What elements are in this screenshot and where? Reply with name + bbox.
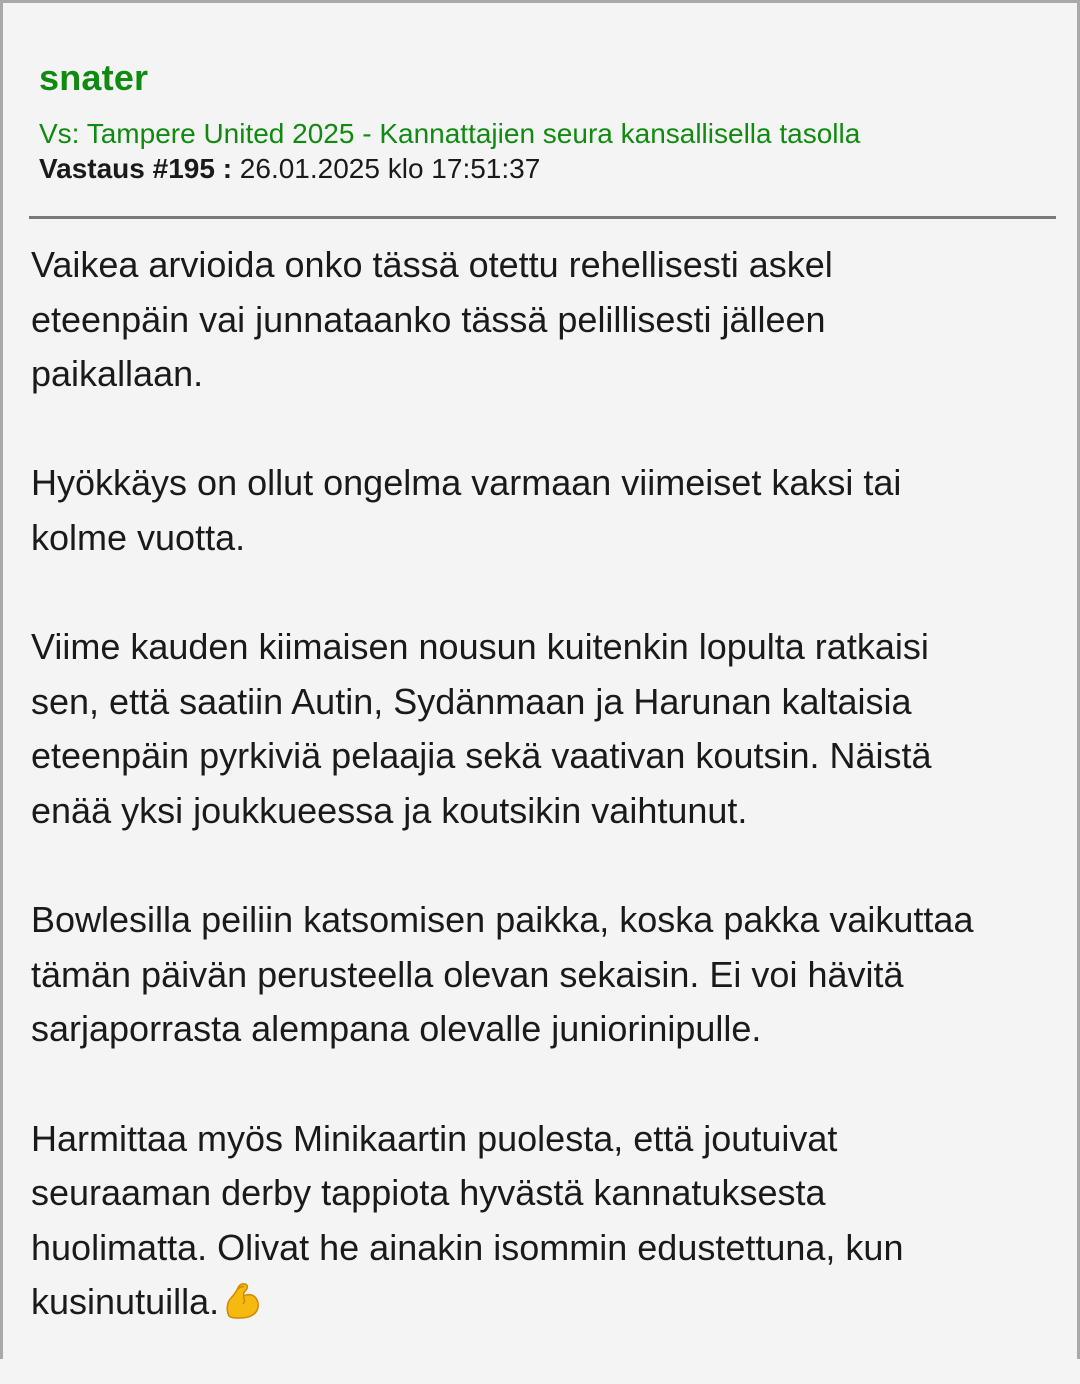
- post-body: [31, 238, 1071, 1384]
- post-timestamp: 26.01.2025 klo 17:51:37: [232, 153, 541, 184]
- text-line: eteenpäin pyrkiviä pelaajia sekä vaativan koutsin. Näistä: [31, 735, 932, 777]
- reply-number: Vastaus #195 :: [39, 153, 233, 184]
- post-paragraph: [31, 620, 1071, 838]
- text-line: Bowlesilla peiliin katsomisen paikka, koska pakka vaikuttaa: [31, 899, 974, 941]
- text-line: sen, että saatiin Autin, Sydänmaan ja Harunan kaltaisia: [31, 680, 912, 722]
- post-paragraph: [31, 238, 1071, 402]
- post-author[interactable]: snater: [39, 57, 149, 98]
- text-line: Vaikea arvioida onko tässä otettu rehellisesti askel: [31, 244, 833, 285]
- text-line: sarjaporrasta alempana olevalle juniorinipulle.: [31, 1008, 762, 1050]
- text-line: kolme vuotta.: [31, 516, 246, 558]
- text-line: paikallaan.: [31, 353, 204, 395]
- post-paragraph: [31, 893, 1071, 1057]
- text-line: enää yksi joukkueessa ja koutsikin vaihtunut.: [31, 789, 748, 831]
- text-line: seuraaman derby tappiota hyvästä kannatuksesta: [31, 1172, 826, 1214]
- post-paragraph: [31, 1112, 1071, 1330]
- text-line: Viime kauden kiimaisen nousun kuitenkin lopulta ratkaisi: [31, 626, 929, 668]
- post-paragraph: [31, 456, 1071, 565]
- flexed-biceps-icon: [223, 1280, 261, 1320]
- text-line: tämän päivän perusteella olevan sekaisin. Ei voi hävitä: [31, 953, 904, 995]
- text-line: huolimatta. Olivat he ainakin isommin edustettuna, kun: [31, 1226, 904, 1268]
- text-line: Harmittaa myös Minikaartin puolesta, että joutuivat: [31, 1117, 838, 1159]
- divider: [29, 216, 1056, 219]
- post-meta: [39, 151, 540, 187]
- post-subject[interactable]: Vs: Tampere United 2025 - Kannattajien seura kansallisella tasolla: [39, 118, 861, 149]
- text-line: Hyökkäys on ollut ongelma varmaan viimeiset kaksi tai: [31, 462, 902, 504]
- text-line: kusinutuilla.: [31, 1281, 220, 1323]
- text-line: eteenpäin vai junnataanko tässä pelillisesti jälleen: [31, 298, 826, 340]
